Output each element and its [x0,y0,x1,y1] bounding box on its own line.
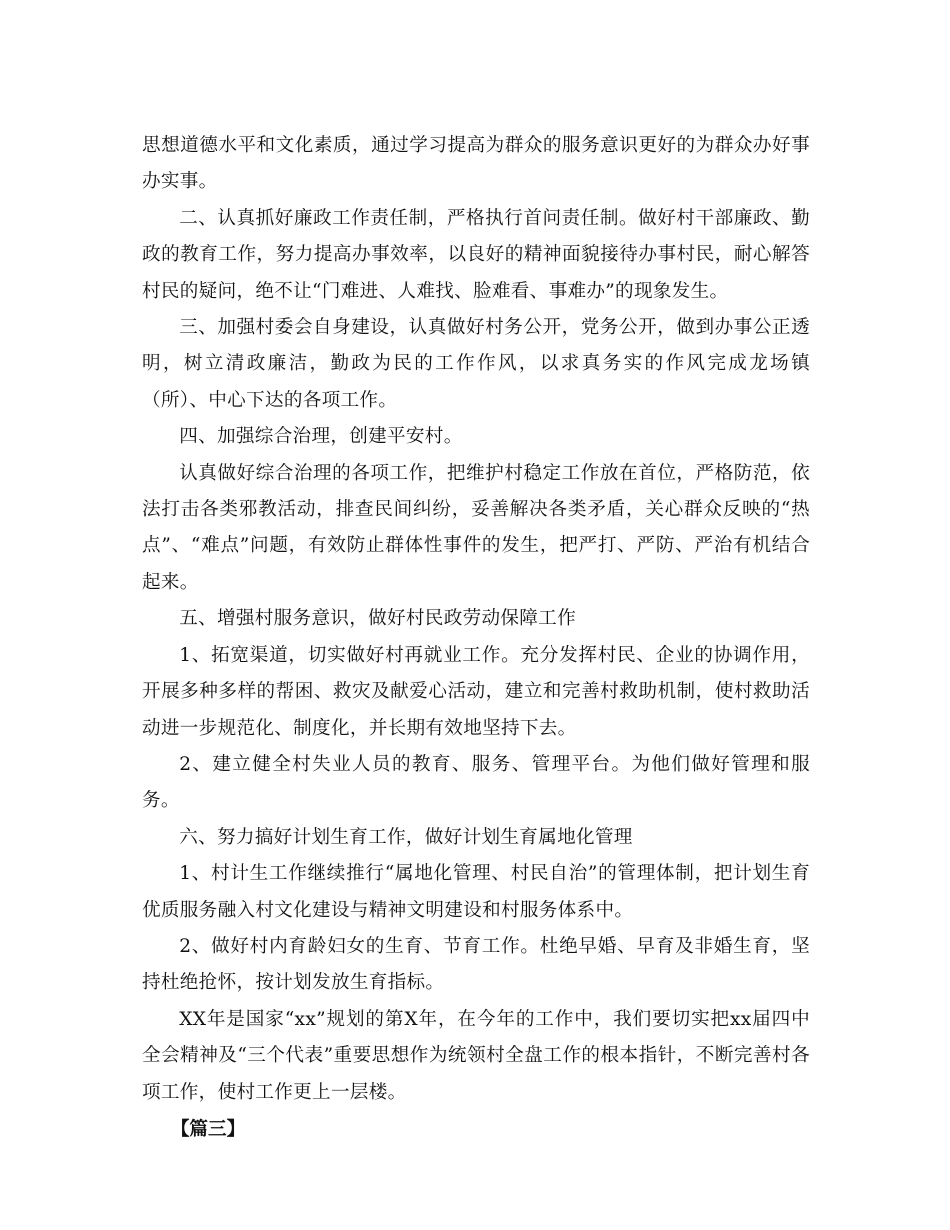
document-page [142,128,810,1148]
paragraph-5-item-2: 2、建立健全村失业人员的教育、服务、管理平台。为他们做好管理和服务。 [142,753,810,812]
section-heading: 【篇三】 [170,1118,246,1140]
paragraph-6-item-2: 2、做好村内育龄妇女的生育、节育工作。杜绝早婚、早育及非婚生育，坚持杜绝抢怀，按计划发放生育指标。 [142,935,810,994]
paragraph-6-item-1: 1、村计生工作继续推行“属地化管理、村民自治”的管理体制，把计划生育优质服务融入村文化建设与精神文明建设和村服务体系中。 [142,863,810,921]
paragraph-5-item-1: 1、拓宽渠道，切实做好村再就业工作。充分发挥村民、企业的协调作用，开展多种多样的帮困、救灾及献爱心活动，建立和完善村救助机制，使村救助活动进一步规范化、制度化，并长期有效地坚持下去。 [142,644,810,739]
paragraph-5-service-title: 五、增强村服务意识，做好村民政劳动保障工作 [179,608,576,630]
paragraph-governance-body: 认真做好综合治理的各项工作，把维护村稳定工作放在首位，严格防范，依法打击各类邪教活动，排查民间纠纷，妥善解决各类矛盾，关心群众反映的“热点”、“难点”问题，有效防止群体性事件的发生，把严打、严防、严治有机结合起来。 [142,462,810,593]
paragraph-4-governance-title: 四、加强综合治理，创建平安村。 [179,426,463,448]
paragraph-closing: XX年是国家“xx”规划的第X年，在今年的工作中，我们要切实把xx届四中全会精神及“三个代表”重要思想作为统领村全盘工作的根本指针，不断完善村各项工作，使村工作更上一层楼。 [142,1008,810,1103]
paragraph-3-committee: 三、加强村委会自身建设，认真做好村务公开，党务公开，做到办事公正透明，树立清政廉洁，勤政为民的工作作风，以求真务实的作风完成龙场镇（所）、中心下达的各项工作。 [142,317,810,411]
paragraph-6-family-planning-title: 六、努力搞好计划生育工作，做好计划生育属地化管理 [179,826,633,848]
paragraph-2-integrity: 二、认真抓好廉政工作责任制，严格执行首问责任制。做好村干部廉政、勤政的教育工作，努力提高办事效率，以良好的精神面貌接待办事村民，耐心解答村民的疑问，绝不让“门难进、人难找、脸难看、事难办”的现象发生。 [142,207,810,302]
paragraph-continuation: 思想道德水平和文化素质，通过学习提高为群众的服务意识更好的为群众办好事办实事。 [142,135,810,193]
